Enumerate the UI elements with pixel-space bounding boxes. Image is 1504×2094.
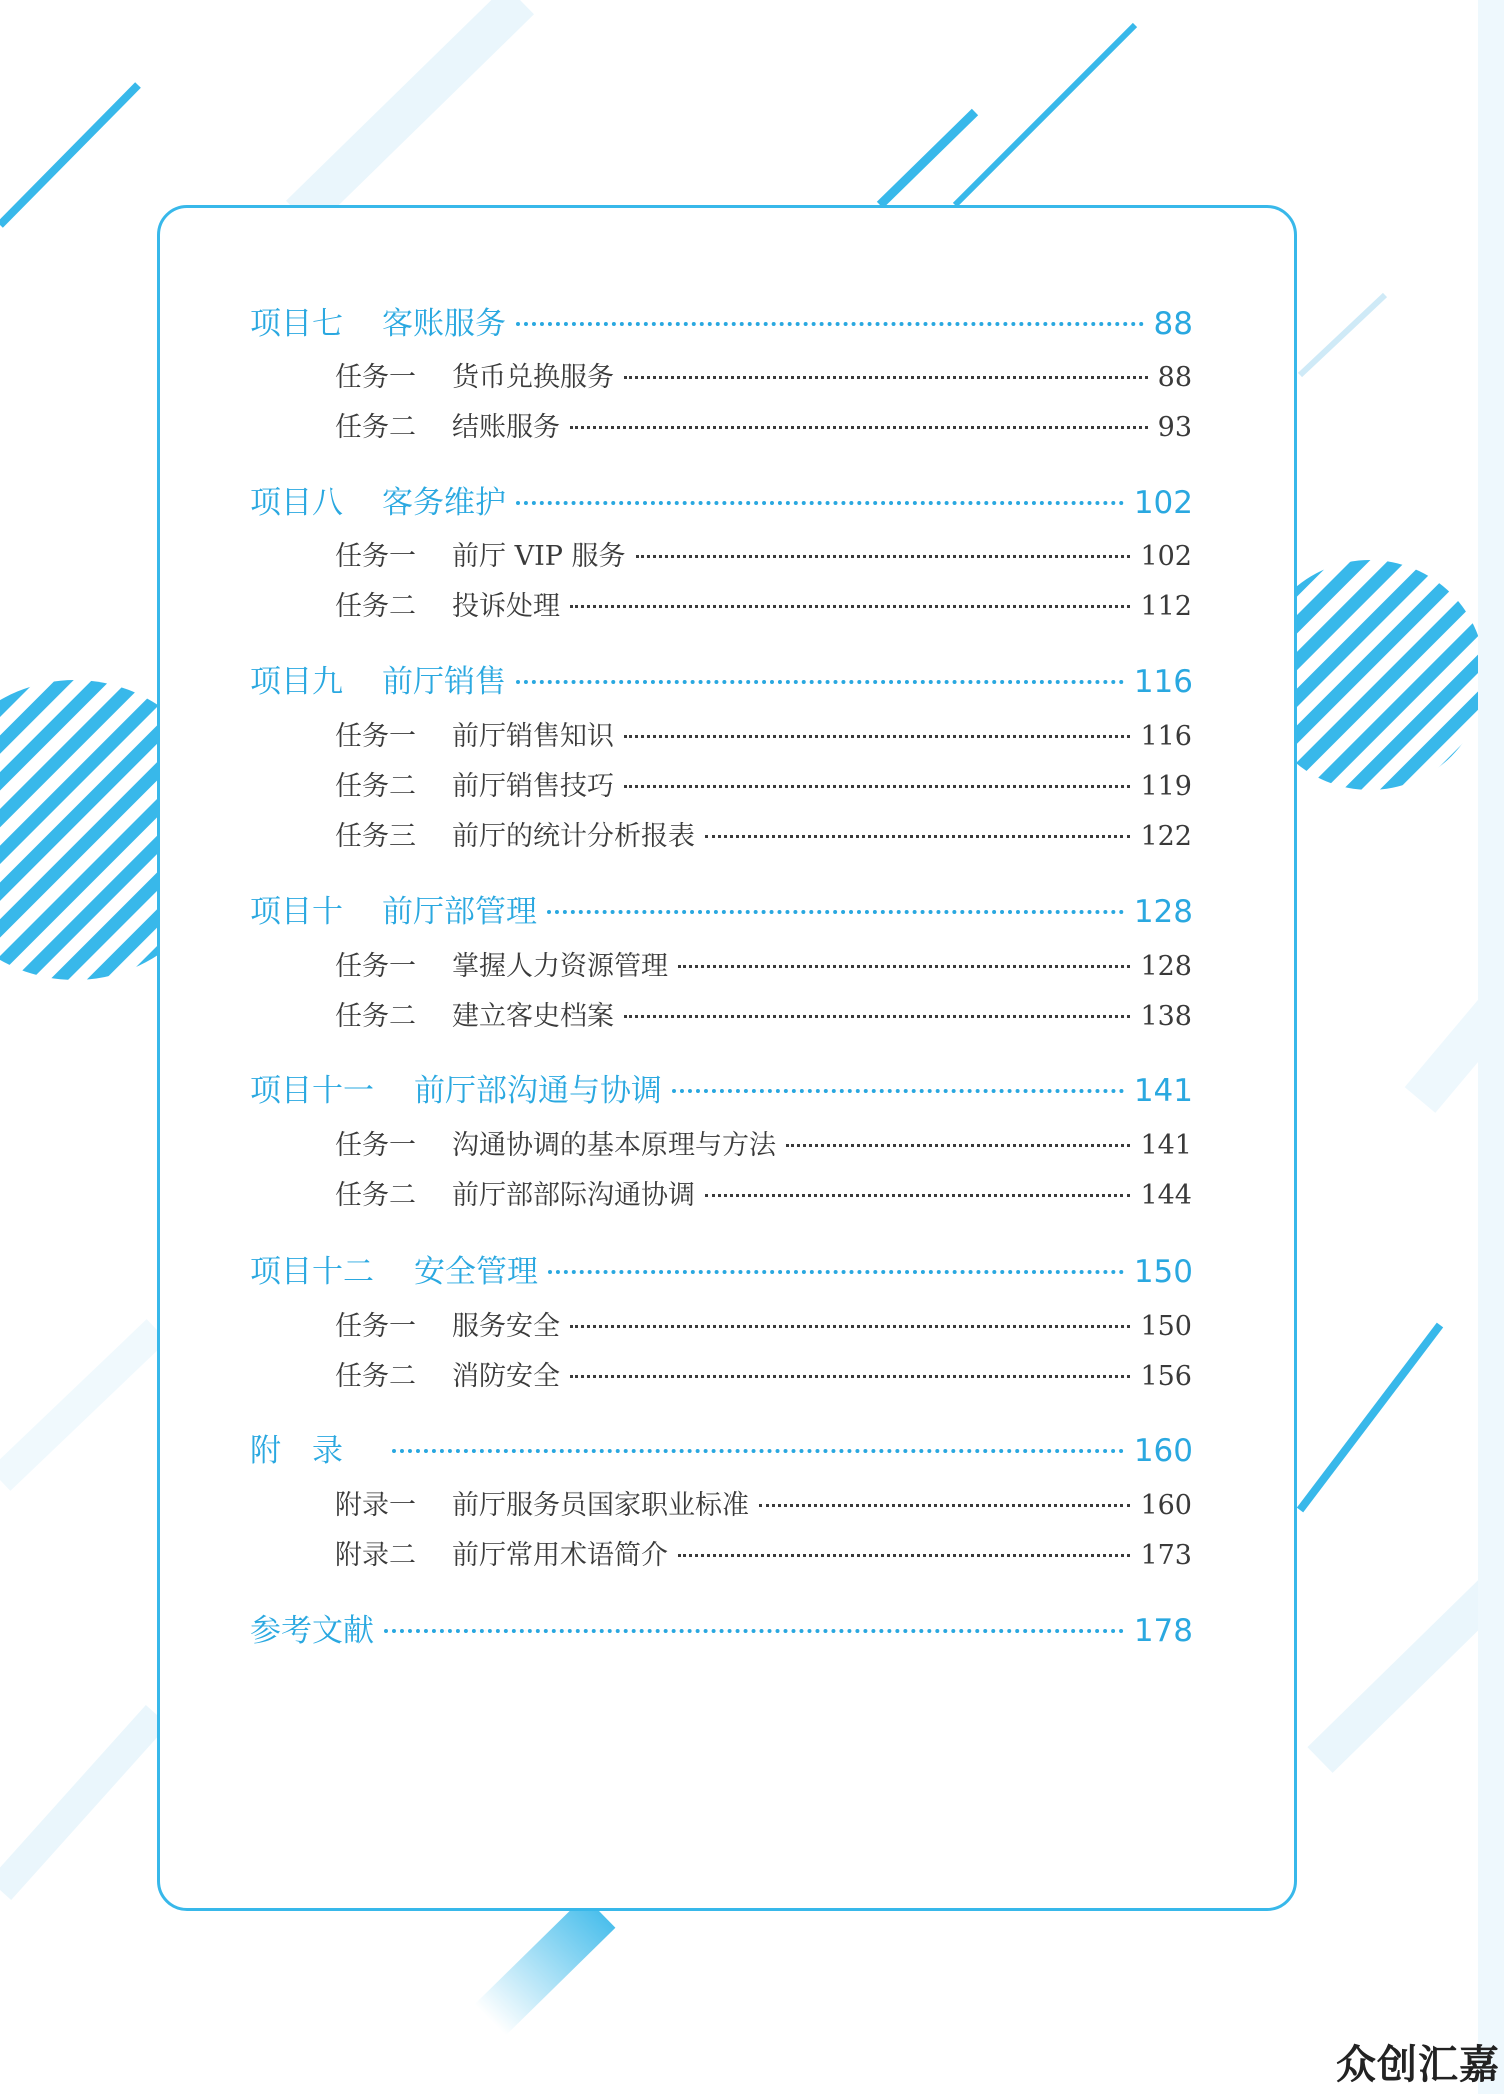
toc-section-row (335, 1483, 1192, 1522)
toc-title: 参考文献 (250, 1613, 374, 1649)
toc-title: 前厅销售技巧 (452, 771, 614, 802)
toc-number: 任务三 (335, 821, 416, 852)
toc-page-number: 116 (1140, 721, 1192, 752)
toc-leader-dots (705, 1194, 1130, 1197)
toc-chapter-row (250, 886, 1193, 931)
toc-leader-dots (547, 910, 1124, 914)
decor-line (300, 0, 520, 215)
toc-chapter-row (250, 1425, 1193, 1470)
toc-number: 项目十一 (250, 1073, 374, 1109)
toc-section-row (335, 1533, 1192, 1572)
toc-section-row (335, 1123, 1192, 1162)
toc-leader-dots (636, 555, 1131, 558)
toc-page-number: 128 (1133, 894, 1193, 930)
toc-number: 项目九 (250, 664, 343, 700)
toc-number: 任务二 (335, 412, 416, 443)
toc-leader-dots (384, 1629, 1124, 1633)
toc-title: 前厅 VIP 服务 (452, 541, 626, 572)
toc-title: 投诉处理 (452, 591, 560, 622)
toc-title: 消防安全 (452, 1361, 560, 1392)
toc-title: 前厅部部际沟通协调 (452, 1180, 695, 1211)
toc-page-number: 160 (1140, 1490, 1192, 1521)
toc-section-row (335, 1354, 1192, 1393)
toc-leader-dots (570, 1375, 1130, 1378)
toc-leader-dots (570, 1325, 1130, 1328)
toc-leader-dots (570, 605, 1130, 608)
toc-leader-dots (678, 965, 1130, 968)
toc-page-number: 102 (1140, 541, 1192, 572)
toc-page-number: 116 (1133, 664, 1193, 700)
toc-title: 客账服务 (382, 306, 506, 342)
toc-title: 前厅部沟通与协调 (414, 1073, 662, 1109)
toc-leader-dots (516, 322, 1144, 326)
toc-page-number: 178 (1133, 1613, 1193, 1649)
toc-number: 任务一 (335, 362, 416, 393)
decor-line (880, 112, 975, 205)
decor-line (0, 1330, 157, 1480)
toc-title: 客务维护 (382, 485, 506, 521)
toc-number: 项目十 (250, 894, 343, 930)
toc-section-row (335, 814, 1192, 853)
decor-line (1300, 295, 1385, 375)
toc-page-number: 119 (1140, 771, 1192, 802)
toc-title: 前厅常用术语简介 (452, 1540, 668, 1571)
decor-line (955, 25, 1135, 205)
toc-number: 任务一 (335, 541, 416, 572)
toc-section-row (335, 994, 1192, 1033)
toc-page-number: 88 (1157, 362, 1192, 393)
toc-section-row (335, 944, 1192, 983)
decor-line (0, 1715, 157, 1890)
toc-leader-dots (516, 680, 1124, 684)
toc-title: 前厅服务员国家职业标准 (452, 1490, 749, 1521)
toc-chapter-row (250, 1605, 1193, 1650)
decor-line (1300, 1325, 1440, 1510)
toc-page-number: 173 (1140, 1540, 1192, 1571)
toc-leader-dots (392, 1449, 1124, 1453)
toc-leader-dots (678, 1554, 1130, 1557)
toc-section-row (335, 534, 1192, 573)
toc-leader-dots (624, 376, 1148, 379)
toc-number: 任务二 (335, 1180, 416, 1211)
toc-leader-dots (516, 501, 1124, 505)
toc-page-number: 144 (1140, 1180, 1192, 1211)
toc-section-row (335, 1304, 1192, 1343)
toc-number: 项目十二 (250, 1254, 374, 1290)
toc-page-number: 150 (1133, 1254, 1193, 1290)
toc-title: 安全管理 (414, 1254, 538, 1290)
toc-number: 任务一 (335, 1311, 416, 1342)
toc-page-number: 138 (1140, 1001, 1192, 1032)
toc-chapter-row (250, 1065, 1193, 1110)
toc-leader-dots (624, 1015, 1130, 1018)
toc-leader-dots (672, 1089, 1124, 1093)
toc-number: 任务一 (335, 721, 416, 752)
toc-section-row (335, 405, 1192, 444)
toc-number: 项目七 (250, 306, 343, 342)
toc-page-number: 128 (1140, 951, 1192, 982)
toc-title: 货币兑换服务 (452, 362, 614, 393)
toc-number: 任务二 (335, 1001, 416, 1032)
toc-leader-dots (786, 1144, 1130, 1147)
toc-chapter-row (250, 477, 1193, 522)
toc-leader-dots (759, 1504, 1130, 1507)
toc-page-number: 122 (1140, 821, 1192, 852)
toc-number: 项目八 (250, 485, 343, 521)
toc-section-row (335, 714, 1192, 753)
decor-edge (1478, 0, 1504, 2094)
toc-section-row (335, 764, 1192, 803)
brand-watermark: 众创汇嘉 (1336, 2042, 1500, 2088)
toc-number: 任务一 (335, 1130, 416, 1161)
toc-page-number: 150 (1140, 1311, 1192, 1342)
toc-title: 服务安全 (452, 1311, 560, 1342)
toc-section-row (335, 355, 1192, 394)
toc-number: 附录二 (335, 1540, 416, 1571)
toc-leader-dots (624, 735, 1130, 738)
toc-page-number: 141 (1133, 1073, 1193, 1109)
toc-number: 任务一 (335, 951, 416, 982)
toc-title: 前厅的统计分析报表 (452, 821, 695, 852)
toc-chapter-row (250, 656, 1193, 701)
toc-number: 附录一 (335, 1490, 416, 1521)
toc-title: 前厅销售知识 (452, 721, 614, 752)
toc-number: 附 录 (250, 1433, 343, 1469)
toc-title: 结账服务 (452, 412, 560, 443)
toc-title: 前厅销售 (382, 664, 506, 700)
toc-panel (157, 205, 1297, 1911)
toc-page-number: 141 (1140, 1130, 1192, 1161)
toc-page-number: 156 (1140, 1361, 1192, 1392)
toc-page-number: 102 (1133, 485, 1193, 521)
toc-section-row (335, 584, 1192, 623)
decor-line (0, 85, 138, 225)
toc-page-number: 93 (1157, 412, 1192, 443)
toc-chapter-row (250, 1246, 1193, 1291)
toc-page-number: 160 (1133, 1433, 1193, 1469)
toc-section-row (335, 1173, 1192, 1212)
toc-title: 沟通协调的基本原理与方法 (452, 1130, 776, 1161)
toc-number: 任务二 (335, 591, 416, 622)
toc-leader-dots (570, 426, 1148, 429)
toc-title: 建立客史档案 (452, 1001, 614, 1032)
toc-title: 掌握人力资源管理 (452, 951, 668, 982)
toc-title: 前厅部管理 (382, 894, 537, 930)
toc-page-number: 88 (1153, 306, 1193, 342)
toc-leader-dots (624, 785, 1130, 788)
toc-leader-dots (705, 835, 1130, 838)
toc-number: 任务二 (335, 1361, 416, 1392)
toc-page-number: 112 (1140, 591, 1192, 622)
toc-chapter-row (250, 298, 1193, 343)
decor-line (1320, 1580, 1504, 1760)
toc-leader-dots (548, 1270, 1124, 1274)
toc-number: 任务二 (335, 771, 416, 802)
decor-line (490, 1912, 600, 2020)
